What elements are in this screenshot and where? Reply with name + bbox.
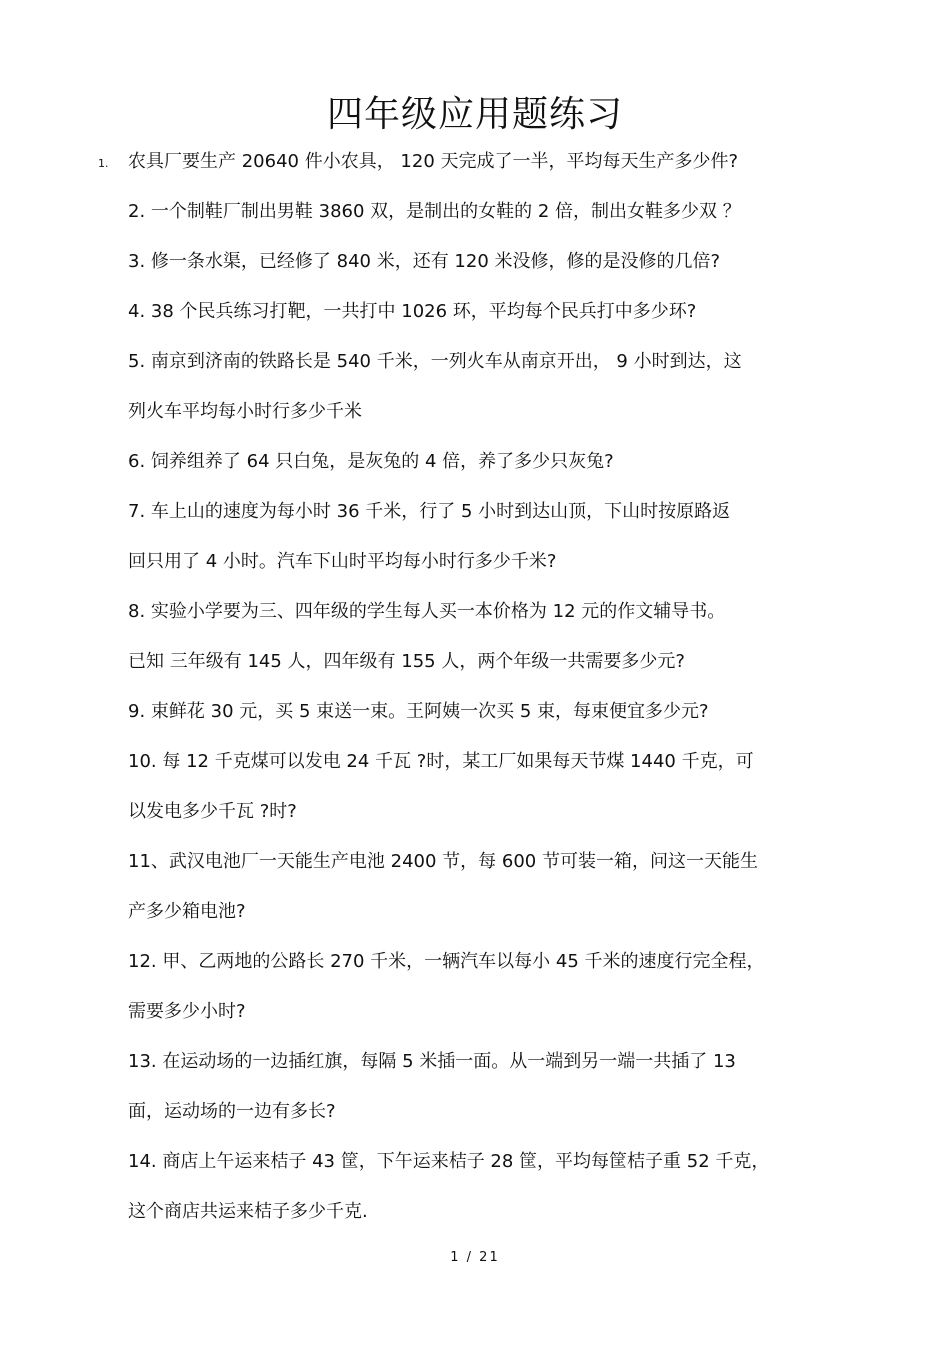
question-line: 2. 一个制鞋厂制出男鞋 3860 双，是制出的女鞋的 2 倍，制出女鞋多少双 ？ xyxy=(128,201,741,222)
question-line: 产多少箱电池? xyxy=(128,901,246,922)
question-line: 6. 饲养组养了 64 只白兔，是灰兔的 4 倍，养了多少只灰兔? xyxy=(128,451,614,472)
question-line: 13. 在运动场的一边插红旗，每隔 5 米插一面。从一端到另一端一共插了 13 xyxy=(128,1051,736,1072)
question-line: 10. 每 12 千克煤可以发电 24 千瓦 ?时，某工厂如果每天节煤 1440 千克，可 xyxy=(128,751,754,772)
question-line: 11、武汉电池厂一天能生产电池 2400 节，每 600 节可装一箱，问这一天能生 xyxy=(128,851,758,872)
question-line: 8. 实验小学要为三、四年级的学生每人买一本价格为 12 元的作文辅导书。 xyxy=(128,601,726,622)
question-line: 回只用了 4 小时。汽车下山时平均每小时行多少千米? xyxy=(128,551,557,572)
question-line: 需要多少小时? xyxy=(128,1001,246,1022)
question-line: 这个商店共运来桔子多少千克. xyxy=(128,1201,368,1222)
question-line: 面，运动场的一边有多长? xyxy=(128,1101,336,1122)
question-line: 列火车平均每小时行多少千米 xyxy=(128,401,362,422)
question-line: 9. 束鲜花 30 元，买 5 束送一束。王阿姨一次买 5 束，每束便宜多少元? xyxy=(128,701,709,722)
question-line: 7. 车上山的速度为每小时 36 千米，行了 5 小时到达山顶，下山时按原路返 xyxy=(128,501,731,522)
question-line: 5. 南京到济南的铁路长是 540 千米，一列火车从南京开出， 9 小时到达，这 xyxy=(128,351,742,372)
page-title: 四年级应用题练习 xyxy=(326,94,623,135)
page-indicator: 1 / 21 xyxy=(450,1250,500,1265)
question-number-1: 1. xyxy=(98,157,109,170)
question-line: 12. 甲、乙两地的公路长 270 千米，一辆汽车以每小 45 千米的速度行完全程， xyxy=(128,951,765,972)
question-line: 农具厂要生产 20640 件小农具， 120 天完成了一半，平均每天生产多少件? xyxy=(128,151,739,172)
question-line: 14. 商店上午运来桔子 43 筐，下午运来桔子 28 筐，平均每筐桔子重 52 千克， xyxy=(128,1151,770,1172)
question-line: 已知 三年级有 145 人，四年级有 155 人，两个年级一共需要多少元? xyxy=(128,651,685,672)
question-line: 3. 修一条水渠，已经修了 840 米，还有 120 米没修，修的是没修的几倍? xyxy=(128,251,721,272)
question-line: 以发电多少千瓦 ?时? xyxy=(128,801,297,822)
question-line: 4. 38 个民兵练习打靶，一共打中 1026 环，平均每个民兵打中多少环? xyxy=(128,301,697,322)
